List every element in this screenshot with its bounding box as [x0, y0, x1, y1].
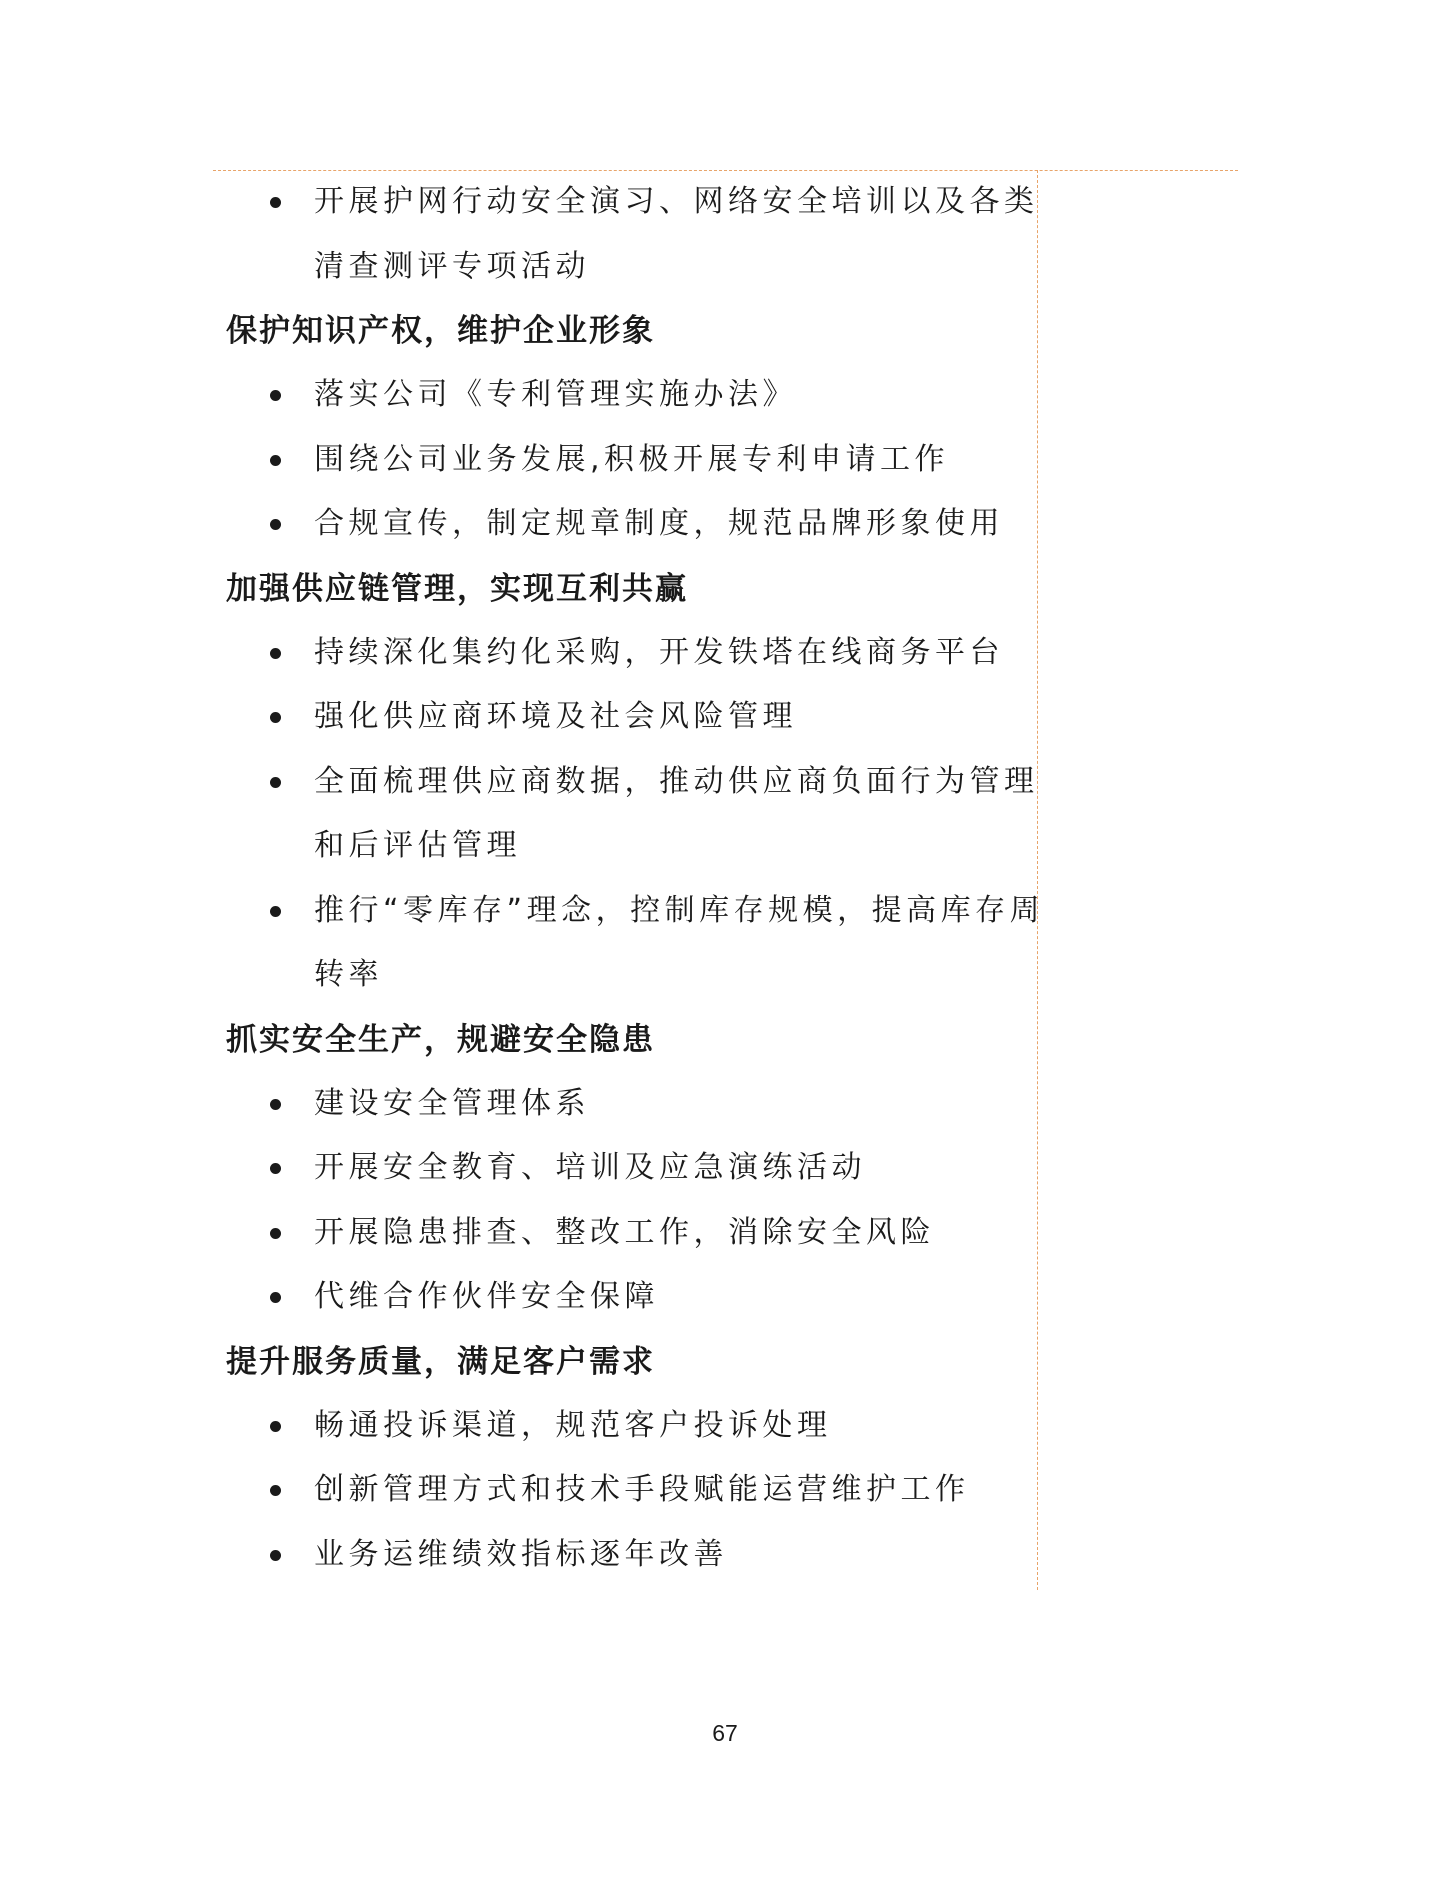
right-dashed-rule: [1037, 170, 1038, 1590]
section-bullet-list: [226, 621, 1045, 1008]
list-item-line: 清查测评专项活动: [314, 248, 590, 284]
section: [226, 1330, 1026, 1588]
list-item: [226, 428, 1026, 493]
bullet-icon: [270, 1228, 281, 1239]
section: [226, 299, 1026, 557]
list-item-line: 开展安全教育、培训及应急演练活动: [314, 1150, 866, 1185]
intro-bullet-list: [226, 170, 1039, 299]
section-heading: 加强供应链管理，实现互利共赢: [226, 570, 688, 607]
list-item: [226, 750, 1039, 879]
bullet-icon: [270, 1099, 281, 1110]
section-bullet-list: [226, 1072, 1026, 1330]
list-item-line: 建设安全管理体系: [314, 1085, 590, 1121]
bullet-icon: [270, 390, 281, 401]
bullet-icon: [270, 455, 281, 466]
list-item-line: 转率: [314, 957, 383, 992]
list-item: [226, 1072, 1026, 1137]
section: [226, 557, 1045, 1008]
section-heading: 保护知识产权，维护企业形象: [226, 313, 655, 349]
bullet-icon: [270, 1292, 281, 1303]
bullet-icon: [270, 519, 281, 530]
list-item-line: 创新管理方式和技术手段赋能运营维护工作: [314, 1472, 970, 1507]
list-item: [226, 1458, 1026, 1523]
bullet-icon: [270, 1163, 281, 1174]
list-item: [226, 1394, 1026, 1459]
list-item: [226, 879, 1045, 1008]
list-item: [226, 170, 1039, 299]
bullet-icon: [270, 648, 281, 659]
list-item-line: 代维合作伙伴安全保障: [314, 1279, 659, 1314]
list-item-line: 开展护网行动安全演习、网络安全培训以及各类: [314, 184, 1039, 219]
list-item-line: 围绕公司业务发展,积极开展专利申请工作: [314, 441, 950, 477]
list-item-line: 和后评估管理: [314, 828, 521, 863]
page-content: [226, 170, 1045, 1587]
list-item-line: 落实公司《专利管理实施办法》: [314, 377, 797, 412]
list-item: [226, 363, 1026, 428]
list-item-line: 业务运维绩效指标逐年改善: [314, 1536, 728, 1572]
list-item-line: 持续深化集约化采购，开发铁塔在线商务平台: [314, 634, 1004, 670]
list-item: [226, 492, 1026, 557]
section-heading: 提升服务质量，满足客户需求: [226, 1343, 655, 1380]
bullet-icon: [270, 712, 281, 723]
list-item-line: 合规宣传，制定规章制度，规范品牌形象使用: [314, 506, 1004, 541]
bullet-icon: [270, 1550, 281, 1561]
page-number: 67: [712, 1720, 738, 1746]
bullet-icon: [270, 1421, 281, 1432]
bullet-icon: [270, 906, 281, 917]
list-item-line: 强化供应商环境及社会风险管理: [314, 699, 797, 734]
bullet-icon: [270, 777, 281, 788]
section: [226, 1008, 1026, 1330]
section-heading: 抓实安全生产，规避安全隐患: [226, 1021, 655, 1058]
list-item: [226, 1201, 1026, 1266]
list-item-line: 畅通投诉渠道，规范客户投诉处理: [314, 1407, 832, 1443]
list-item-line: 全面梳理供应商数据，推动供应商负面行为管理: [314, 763, 1039, 799]
list-item: [226, 685, 1026, 750]
list-item: [226, 1136, 1026, 1201]
section-bullet-list: [226, 1394, 1026, 1588]
list-item: [226, 1265, 1026, 1330]
list-item: [226, 621, 1026, 686]
list-item-line: 推行“零库存”理念，控制库存规模，提高库存周: [314, 892, 1045, 928]
bullet-icon: [270, 197, 281, 208]
list-item-line: 开展隐患排查、整改工作，消除安全风险: [314, 1214, 935, 1250]
bullet-icon: [270, 1485, 281, 1496]
section-bullet-list: [226, 363, 1026, 557]
list-item: [226, 1523, 1026, 1588]
